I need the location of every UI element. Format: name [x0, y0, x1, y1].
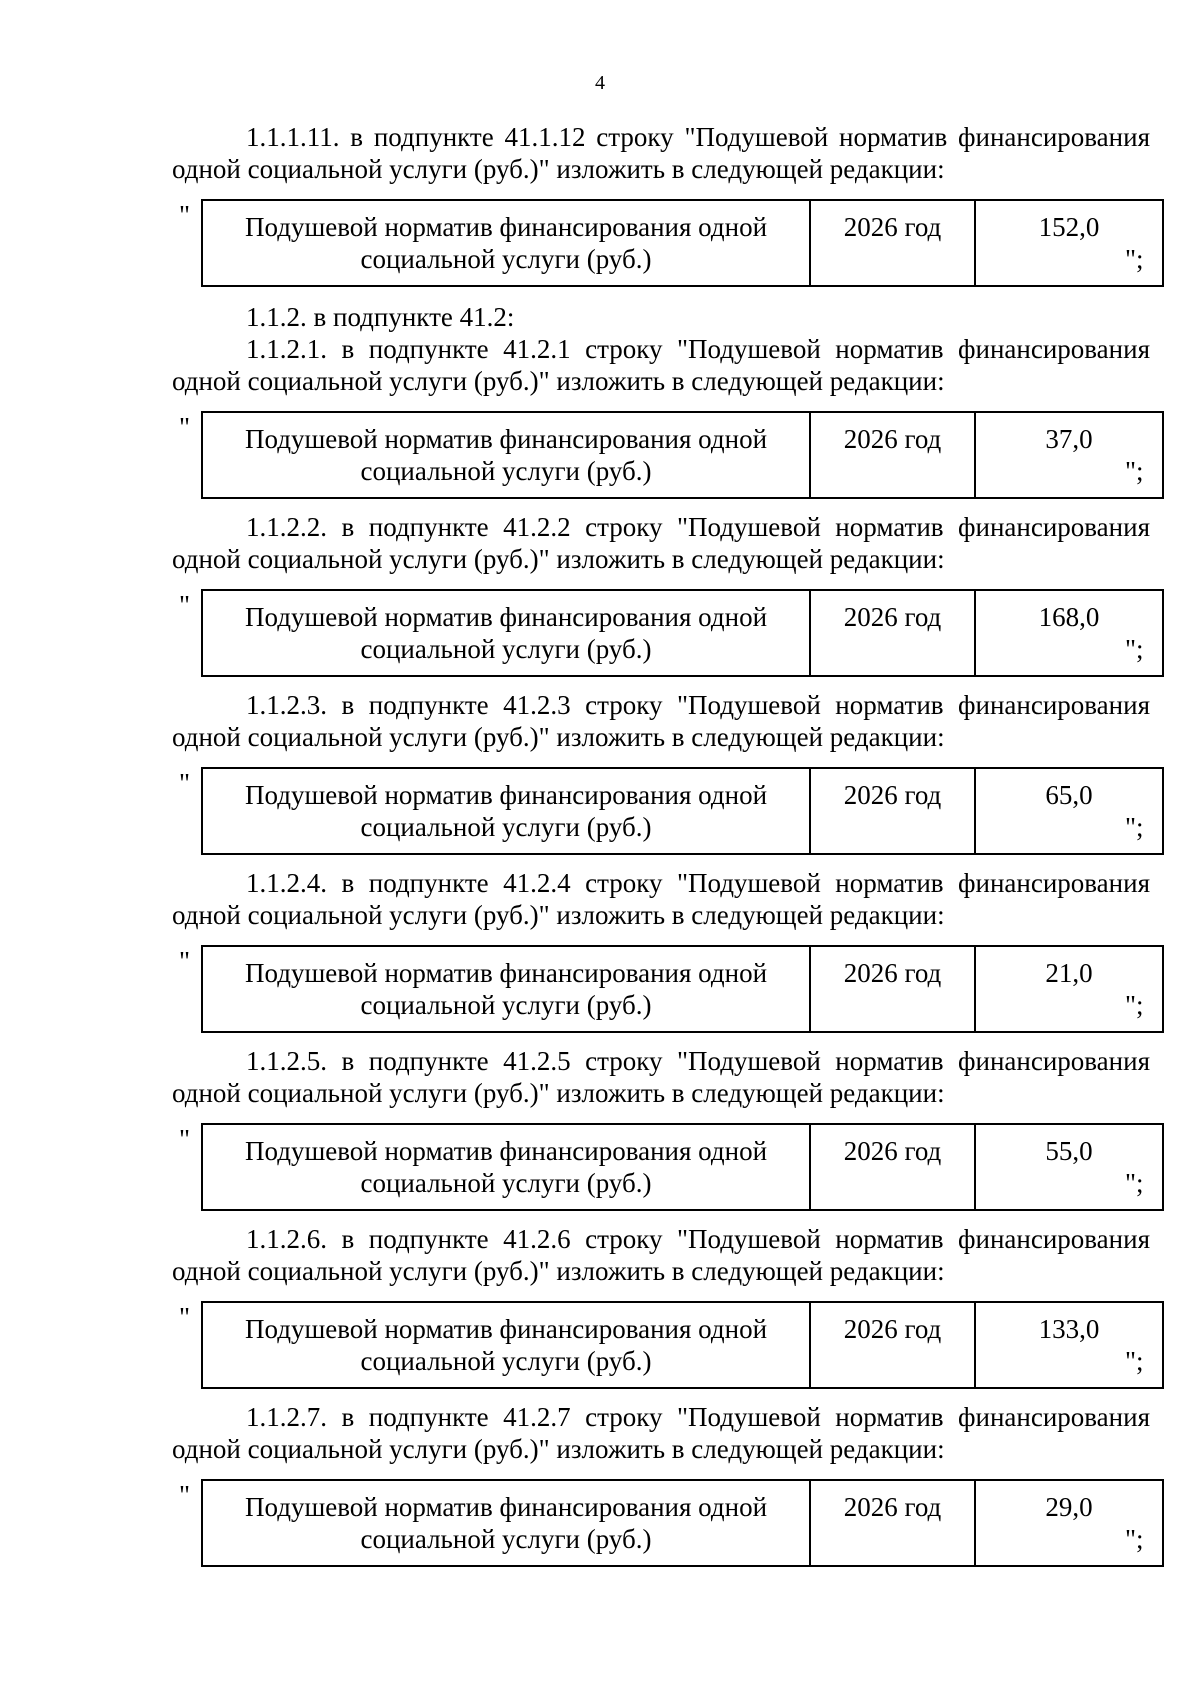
- paragraph-1-1-1-11: 1.1.1.11. в подпункте 41.1.12 строку "Подушевой норматив финансирования одной социальной услуги (руб.)" изложить в следующей редакции:: [172, 122, 1150, 184]
- opening-quote: ": [179, 200, 191, 230]
- table-row: [202, 590, 1163, 676]
- year-cell: 2026 год: [810, 946, 975, 1032]
- norm-row-block: [172, 411, 1150, 499]
- paragraph-1-1-2-1: 1.1.2.1. в подпункте 41.2.1 строку "Подушевой норматив финансирования одной социальной услуги (руб.)" изложить в следующей редакции:: [172, 334, 1150, 396]
- norm-table: [201, 1301, 1164, 1389]
- value-cell: 65,0: [975, 768, 1163, 854]
- norm-name-cell: Подушевой норматив финансирования одной социальной услуги (руб.): [202, 1124, 810, 1210]
- norm-name-cell: Подушевой норматив финансирования одной социальной услуги (руб.): [202, 1302, 810, 1388]
- table-row: [202, 200, 1163, 286]
- norm-row-block: [172, 1123, 1150, 1211]
- closing-quote: ";: [1125, 244, 1144, 274]
- norm-row-block: [172, 945, 1150, 1033]
- page-number: 4: [595, 72, 605, 94]
- norm-row-block: [172, 767, 1150, 855]
- opening-quote: ": [179, 1480, 191, 1510]
- paragraph-1-1-2-4: 1.1.2.4. в подпункте 41.2.4 строку "Подушевой норматив финансирования одной социальной услуги (руб.)" изложить в следующей редакции:: [172, 868, 1150, 930]
- norm-table: [201, 411, 1164, 499]
- paragraph-1-1-2-3: 1.1.2.3. в подпункте 41.2.3 строку "Подушевой норматив финансирования одной социальной услуги (руб.)" изложить в следующей редакции:: [172, 690, 1150, 752]
- opening-quote: ": [179, 1124, 191, 1154]
- value-cell: 152,0: [975, 200, 1163, 286]
- norm-name-cell: Подушевой норматив финансирования одной социальной услуги (руб.): [202, 1480, 810, 1566]
- year-cell: 2026 год: [810, 200, 975, 286]
- year-cell: 2026 год: [810, 1124, 975, 1210]
- norm-name-cell: Подушевой норматив финансирования одной социальной услуги (руб.): [202, 946, 810, 1032]
- table-row: [202, 1302, 1163, 1388]
- norm-table: [201, 199, 1164, 287]
- year-cell: 2026 год: [810, 412, 975, 498]
- norm-row-block: [172, 589, 1150, 677]
- opening-quote: ": [179, 768, 191, 798]
- paragraph-1-1-2-2: 1.1.2.2. в подпункте 41.2.2 строку "Подушевой норматив финансирования одной социальной услуги (руб.)" изложить в следующей редакции:: [172, 512, 1150, 574]
- norm-row-block: [172, 1479, 1150, 1567]
- norm-row-block: [172, 199, 1150, 287]
- year-cell: 2026 год: [810, 1480, 975, 1566]
- table-row: [202, 768, 1163, 854]
- year-cell: 2026 год: [810, 768, 975, 854]
- norm-row-block: [172, 1301, 1150, 1389]
- year-cell: 2026 год: [810, 1302, 975, 1388]
- closing-quote: ";: [1125, 990, 1144, 1020]
- closing-quote: ";: [1125, 812, 1144, 842]
- table-row: [202, 1124, 1163, 1210]
- year-cell: 2026 год: [810, 590, 975, 676]
- opening-quote: ": [179, 946, 191, 976]
- value-cell: 55,0: [975, 1124, 1163, 1210]
- table-row: [202, 412, 1163, 498]
- opening-quote: ": [179, 590, 191, 620]
- closing-quote: ";: [1125, 1168, 1144, 1198]
- closing-quote: ";: [1125, 1524, 1144, 1554]
- norm-name-cell: Подушевой норматив финансирования одной социальной услуги (руб.): [202, 768, 810, 854]
- closing-quote: ";: [1125, 1346, 1144, 1376]
- document-body: [172, 121, 1150, 1579]
- value-cell: 29,0: [975, 1480, 1163, 1566]
- norm-name-cell: Подушевой норматив финансирования одной социальной услуги (руб.): [202, 590, 810, 676]
- opening-quote: ": [179, 1302, 191, 1332]
- table-row: [202, 946, 1163, 1032]
- value-cell: 21,0: [975, 946, 1163, 1032]
- value-cell: 133,0: [975, 1302, 1163, 1388]
- value-cell: 37,0: [975, 412, 1163, 498]
- norm-table: [201, 1123, 1164, 1211]
- table-row: [202, 1480, 1163, 1566]
- norm-table: [201, 589, 1164, 677]
- closing-quote: ";: [1125, 456, 1144, 486]
- subheading-1-1-2: 1.1.2. в подпункте 41.2:: [246, 302, 515, 332]
- norm-table: [201, 767, 1164, 855]
- value-cell: 168,0: [975, 590, 1163, 676]
- opening-quote: ": [179, 412, 191, 442]
- norm-name-cell: Подушевой норматив финансирования одной социальной услуги (руб.): [202, 412, 810, 498]
- paragraph-1-1-2-7: 1.1.2.7. в подпункте 41.2.7 строку "Подушевой норматив финансирования одной социальной услуги (руб.)" изложить в следующей редакции:: [172, 1402, 1150, 1464]
- norm-name-cell: Подушевой норматив финансирования одной социальной услуги (руб.): [202, 200, 810, 286]
- norm-table: [201, 1479, 1164, 1567]
- paragraph-1-1-2-6: 1.1.2.6. в подпункте 41.2.6 строку "Подушевой норматив финансирования одной социальной услуги (руб.)" изложить в следующей редакции:: [172, 1224, 1150, 1286]
- closing-quote: ";: [1125, 634, 1144, 664]
- norm-table: [201, 945, 1164, 1033]
- paragraph-1-1-2-5: 1.1.2.5. в подпункте 41.2.5 строку "Подушевой норматив финансирования одной социальной услуги (руб.)" изложить в следующей редакции:: [172, 1046, 1150, 1108]
